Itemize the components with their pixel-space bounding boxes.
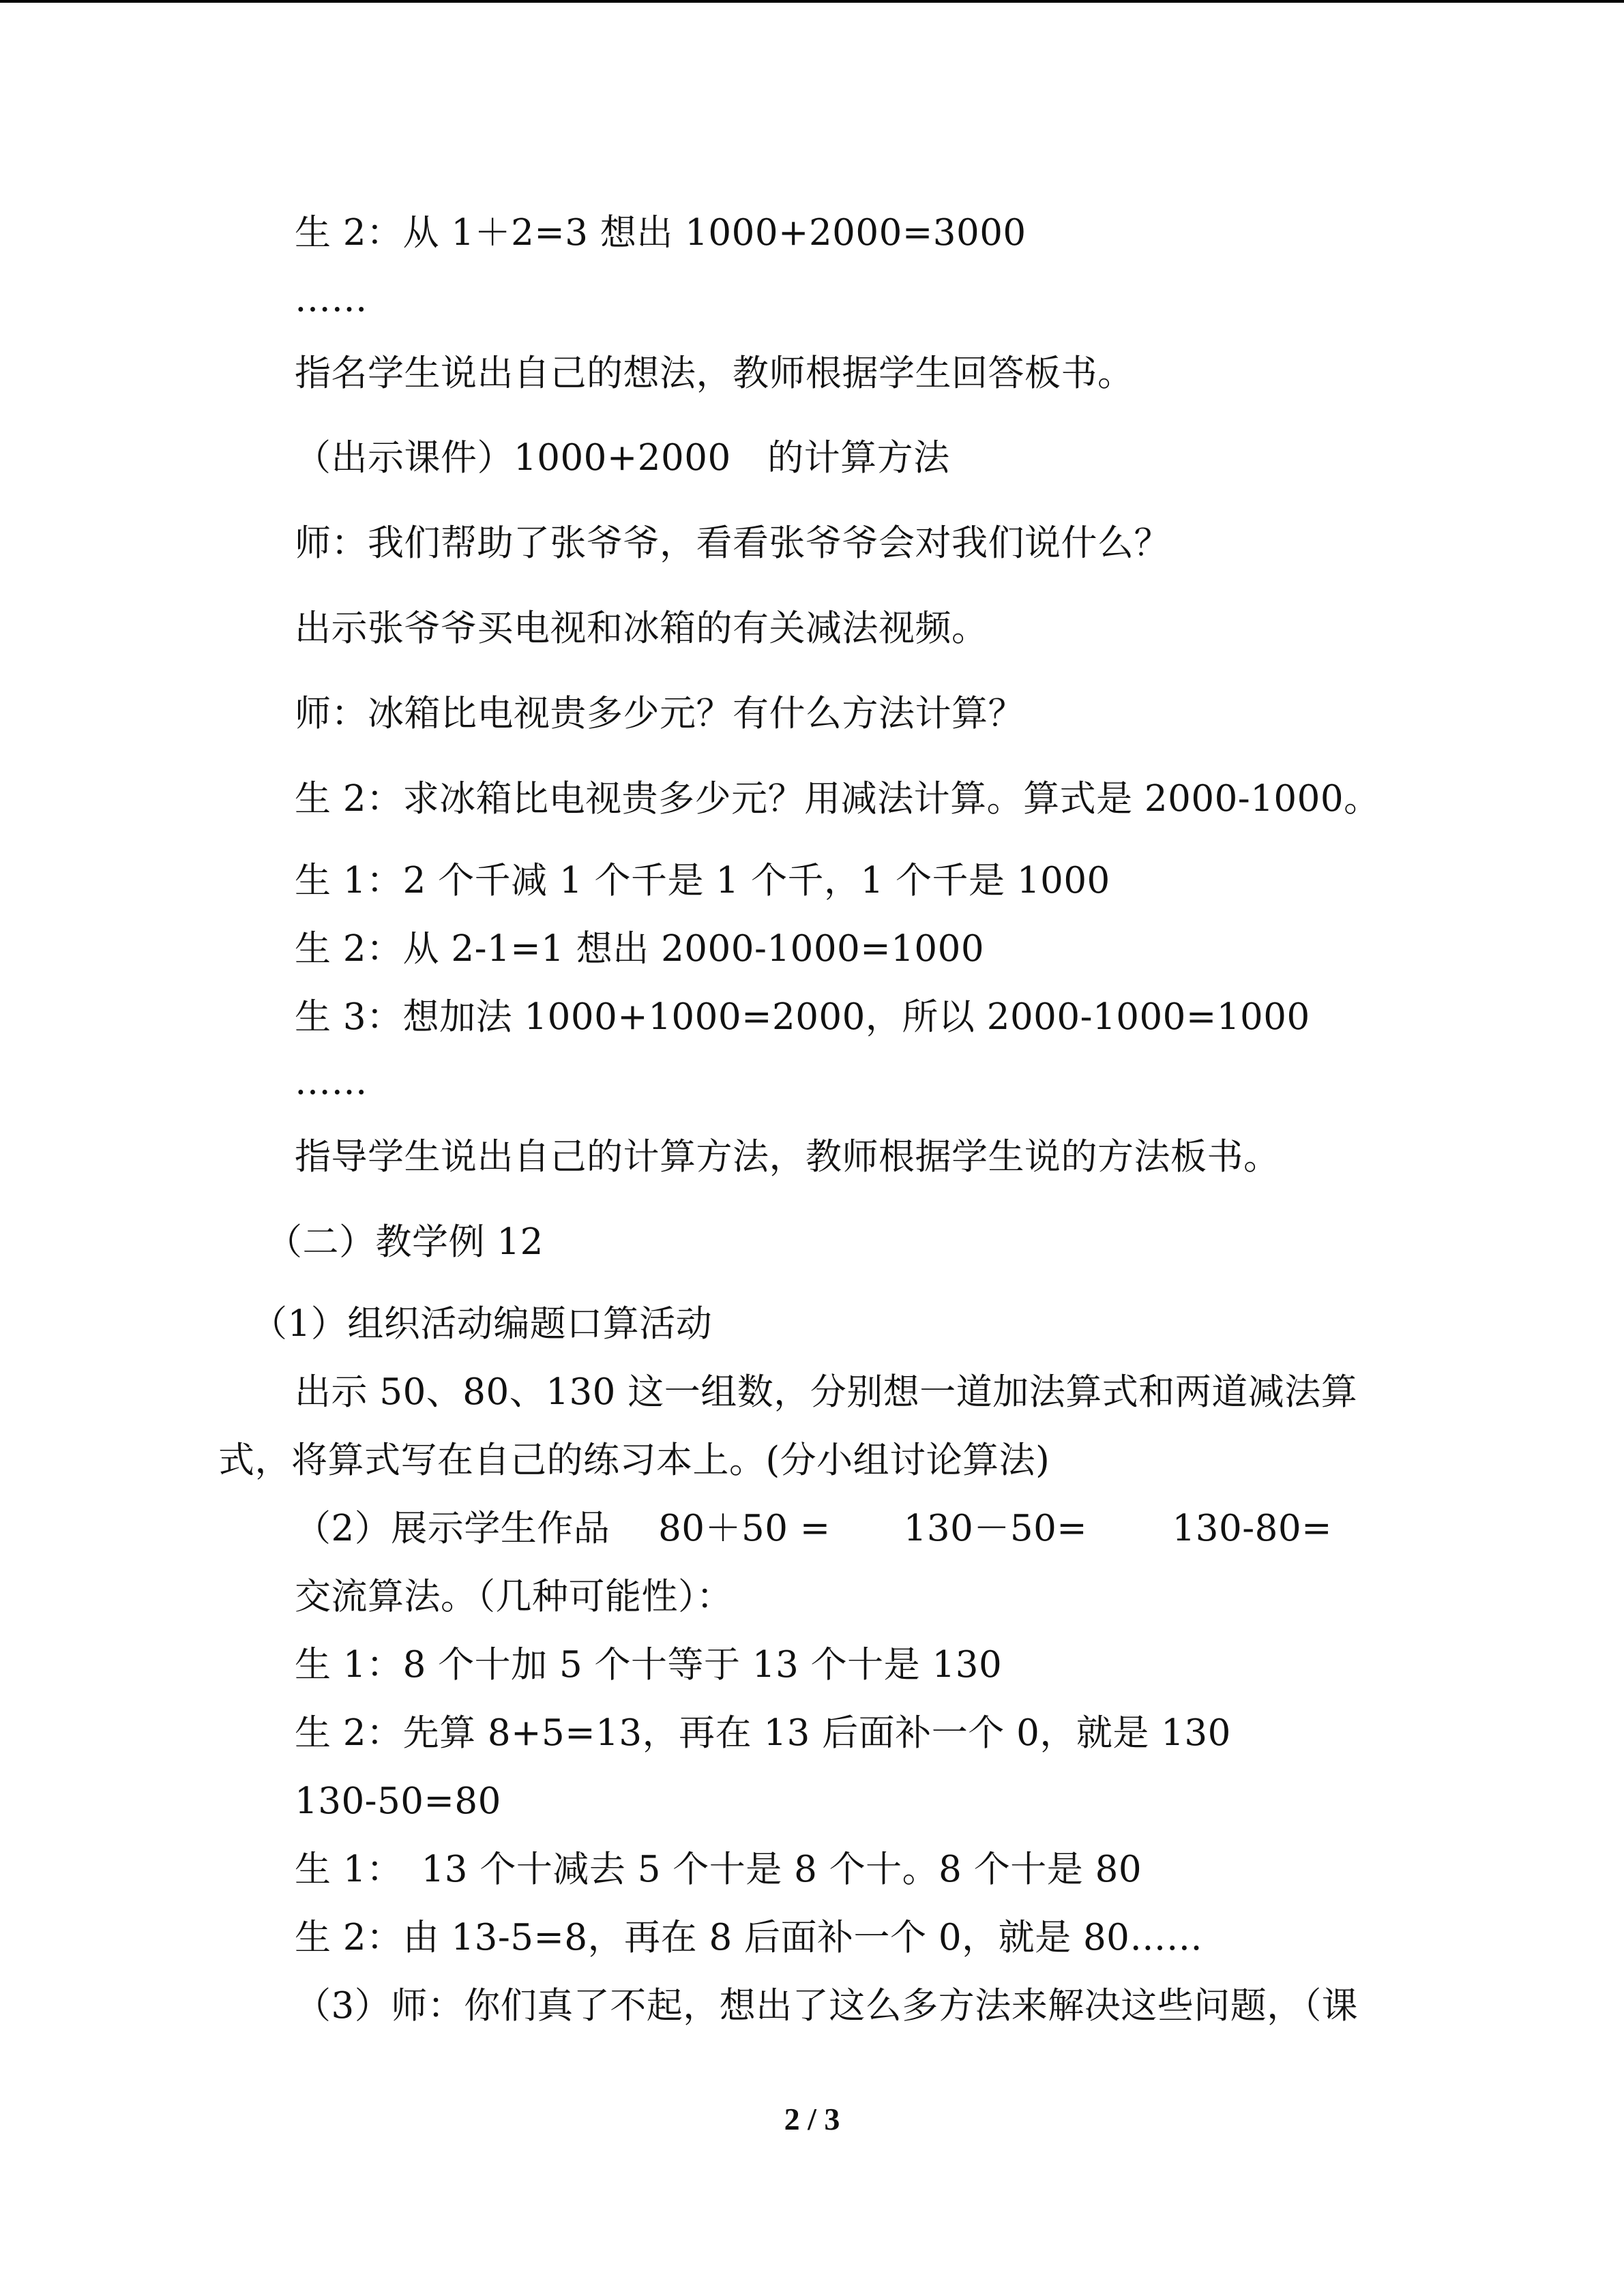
text-line-10: 生 2：从 2-1=1 想出 2000-1000=1000 [295, 928, 985, 970]
page-top-border [0, 0, 1624, 3]
subsection-heading-1: （1）组织活动编题口算活动 [251, 1303, 713, 1345]
text-line-17: 式，将算式写在自己的练习本上。(分小组讨论算法) [218, 1440, 1050, 1481]
text-line-8: 生 2：求冰箱比电视贵多少元？用减法计算。算式是 2000-1000。 [295, 778, 1381, 820]
text-line-11: 生 3：想加法 1000+1000=2000，所以 2000-1000=1000 [295, 996, 1310, 1038]
text-line-19: 交流算法。（几种可能性）： [295, 1576, 733, 1617]
text-line-16: 出示 50、80、130 这一组数，分别想一道加法算式和两道减法算 [295, 1371, 1358, 1413]
page-number: 2 / 3 [784, 2102, 840, 2136]
text-line-4: （出示课件）1000+2000 的计算方法 [295, 437, 950, 479]
text-line-13: 指导学生说出自己的计算方法，教师根据学生说的方法板书。 [295, 1136, 1280, 1178]
text-line-5: 师：我们帮助了张爷爷，看看张爷爷会对我们说什么？ [295, 522, 1170, 564]
ellipsis-line-1: …… [295, 278, 368, 320]
text-line-25: （3）师：你们真了不起，想出了这么多方法来解决这些问题，（课 [295, 1985, 1359, 2027]
text-line-20: 生 1：8 个十加 5 个十等于 13 个十是 130 [295, 1644, 1003, 1686]
text-line-9: 生 1：2 个千减 1 个千是 1 个千，1 个千是 1000 [295, 860, 1110, 901]
text-line-23: 生 1： 13 个十减去 5 个十是 8 个十。8 个十是 80 [295, 1849, 1142, 1890]
text-line-21: 生 2：先算 8+5=13，再在 13 后面补一个 0，就是 130 [295, 1712, 1231, 1754]
ellipsis-line-2: …… [295, 1061, 368, 1103]
text-line-22: 130-50=80 [295, 1780, 501, 1822]
text-line-1: 生 2：从 1＋2=3 想出 1000+2000=3000 [295, 212, 1027, 254]
text-line-3: 指名学生说出自己的想法，教师根据学生回答板书。 [295, 353, 1134, 394]
text-line-18: （2）展示学生作品 80＋50 = 130－50= 130-80= [295, 1508, 1332, 1549]
text-line-6: 出示张爷爷买电视和冰箱的有关减法视频。 [295, 608, 988, 649]
section-heading: （二）教学例 12 [266, 1221, 544, 1263]
text-line-24: 生 2：由 13-5=8，再在 8 后面补一个 0，就是 80…… [295, 1917, 1203, 1958]
text-line-7: 师：冰箱比电视贵多少元？有什么方法计算？ [295, 693, 1024, 734]
